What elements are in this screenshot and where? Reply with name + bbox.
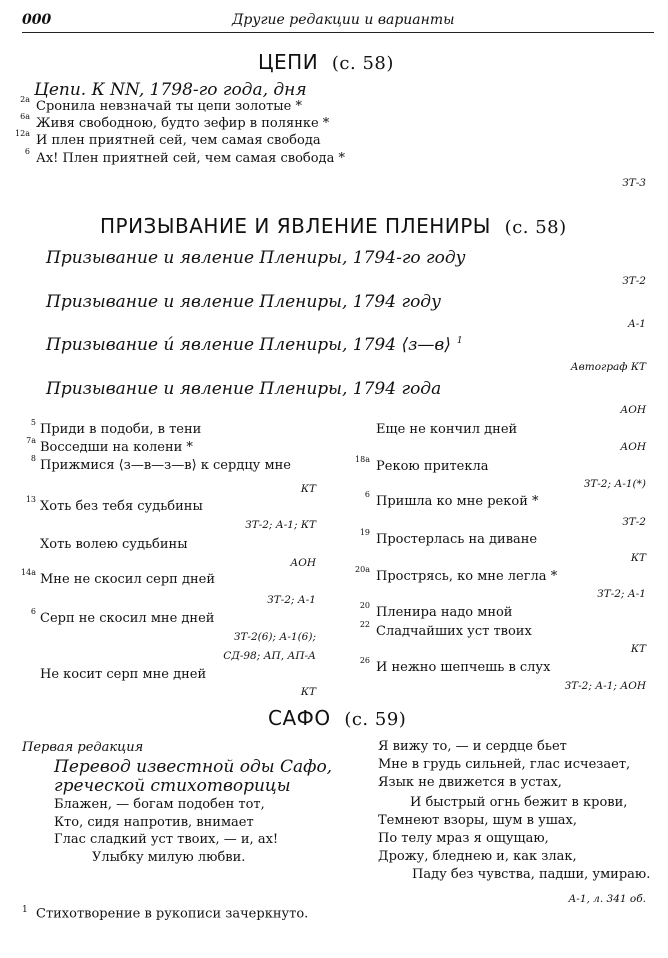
verse-line: Язык не движется в устах, — [378, 775, 562, 790]
title-variant — [46, 335, 463, 355]
line-number: 14а — [21, 568, 36, 577]
title-variant — [46, 379, 441, 399]
variant-source: ЗТ-2; А-1 — [267, 594, 316, 606]
tsepi-heading-variant: Цепи. К NN, 1798-го года, дня — [34, 80, 307, 100]
verse-line: И нежно шепчешь в слух — [376, 660, 551, 675]
verse-line: Я вижу то, — и сердце бьет — [378, 739, 567, 754]
verse-line: Восседши на колени * — [40, 440, 193, 455]
line-number: 6 — [24, 147, 30, 156]
safo-subtitle-2: греческой стихотворицы — [54, 776, 291, 796]
variant-source: КТ — [300, 686, 316, 698]
verse-line: Живя свободною, будто зефир в полянке * — [36, 116, 330, 131]
verse-line: Хоть волею судьбины — [40, 537, 188, 552]
line-number: 5 — [30, 418, 36, 427]
verse-line: Улыбку милую любви. — [92, 850, 246, 865]
section-title-prizyvanie: ПРИЗЫВАНИЕ И ЯВЛЕНИЕ ПЛЕНИРЫ (с. 58) — [100, 214, 567, 238]
variant-source: АОН — [620, 441, 646, 453]
line-number: 6 — [364, 490, 370, 499]
variant-source: ЗТ-2; А-1(*) — [583, 478, 646, 490]
line-number: 12а — [15, 129, 30, 138]
title-variant-text: Призывание и явление Плениры, 1794-го году — [46, 248, 466, 268]
line-number: 2а — [20, 95, 30, 104]
variant-source: СД-98; АП, АП-А — [223, 650, 316, 662]
title-variant — [46, 292, 441, 312]
page-number: 000 — [22, 12, 52, 28]
title-variant-source: ЗТ-2 — [622, 275, 646, 287]
variant-source: КТ — [630, 552, 646, 564]
title-variant — [46, 248, 466, 268]
verse-line: Простерлась на диване — [376, 532, 538, 547]
line-number: 20 — [359, 601, 370, 610]
verse-line: Кто, сидя напротив, внимает — [54, 815, 254, 830]
verse-line: Мне не скосил серп дней — [40, 572, 215, 587]
line-number: 6а — [20, 112, 30, 121]
verse-line: И плен приятней сей, чем самая свобода — [36, 133, 321, 148]
title-variant-source: Автограф КТ — [570, 361, 646, 373]
verse-line: Пленира надо мной — [376, 605, 513, 620]
section-title-safo: САФО (с. 59) — [268, 706, 407, 730]
safo-edition-label: Первая редакция — [22, 740, 144, 755]
line-number: 20а — [355, 565, 370, 574]
variant-source: АОН — [290, 557, 316, 569]
verse-line: И быстрый огнь бежит в крови, — [410, 795, 628, 810]
line-number: 19 — [359, 528, 370, 537]
line-number: 8 — [30, 454, 36, 463]
variant-source: ЗТ-2(6); А-1(6); — [233, 631, 316, 643]
line-number: 22 — [359, 620, 370, 629]
verse-line: Хоть без тебя судьбины — [40, 499, 203, 514]
variant-source: КТ — [300, 483, 316, 495]
title-variant-source: А-1 — [627, 318, 646, 330]
verse-line: Мне в грудь сильней, глас исчезает, — [378, 757, 631, 772]
line-number: 13 — [25, 495, 36, 504]
verse-line: Не косит серп мне дней — [40, 667, 207, 682]
verse-line: Пришла ко мне рекой * — [376, 494, 539, 509]
line-number: 6 — [30, 607, 36, 616]
footnote: $^1$ Стихотворение в рукописи зачеркнуто. — [22, 905, 309, 922]
header-rule — [22, 32, 654, 33]
variant-source: ЗТ-2; А-1; АОН — [564, 680, 646, 692]
safo-subtitle-1: Перевод известной оды Сафо, — [54, 757, 333, 777]
variant-source: ЗТ-2; А-1 — [597, 588, 646, 600]
running-header: Другие редакции и варианты — [232, 12, 455, 28]
verse-line: Дрожу, бледнею и, как злак, — [378, 849, 577, 864]
line-number: 26 — [359, 656, 370, 665]
verse-line: Еще не кончил дней — [376, 422, 518, 437]
line-number: 7а — [26, 436, 36, 445]
verse-line: По телу мраз я ощущаю, — [378, 831, 549, 846]
verse-line: Темнеют взоры, шум в ушах, — [378, 813, 578, 828]
title-variant-text: Призывание и явление Плениры, 1794 года — [46, 379, 442, 399]
verse-line: Ах! Плен приятней сей, чем самая свобода * — [36, 151, 345, 166]
verse-line: Серп не скосил мне дней — [40, 611, 215, 626]
title-variant-text: Призывание и́ явление Плениры, 1794 ⟨з—в⟩ — [46, 335, 451, 355]
variant-source: ЗТ-2; А-1; КТ — [245, 519, 316, 531]
verse-line: Прострясь, ко мне легла * — [376, 569, 558, 584]
verse-line: Приди в подоби, в тени — [40, 422, 202, 437]
verse-line: Сронила невзначай ты цепи золотые * — [36, 99, 302, 114]
verse-line: Прижмися ⟨з—в—з—в⟩ к сердцу мне — [40, 458, 291, 473]
line-number: 18а — [355, 455, 370, 464]
verse-line: Глас сладкий уст твоих, — и, ах! — [54, 832, 279, 847]
safo-source: А-1, л. 341 об. — [568, 893, 646, 905]
section-title-tsepi: ЦЕПИ (с. 58) — [258, 50, 394, 74]
title-variant-source: АОН — [620, 404, 646, 416]
tsepi-source: ЗТ-3 — [622, 177, 646, 189]
variant-source: КТ — [630, 643, 646, 655]
variant-source: ЗТ-2 — [622, 516, 646, 528]
verse-line: Блажен, — богам подобен тот, — [54, 797, 265, 812]
footnote-mark: 1 — [456, 336, 463, 347]
verse-line: Паду без чувства, падши, умираю. — [412, 867, 651, 882]
title-variant-text: Призывание и явление Плениры, 1794 году — [46, 292, 441, 312]
verse-line: Рекою притекла — [376, 459, 489, 474]
verse-line: Сладчайших уст твоих — [376, 624, 532, 639]
